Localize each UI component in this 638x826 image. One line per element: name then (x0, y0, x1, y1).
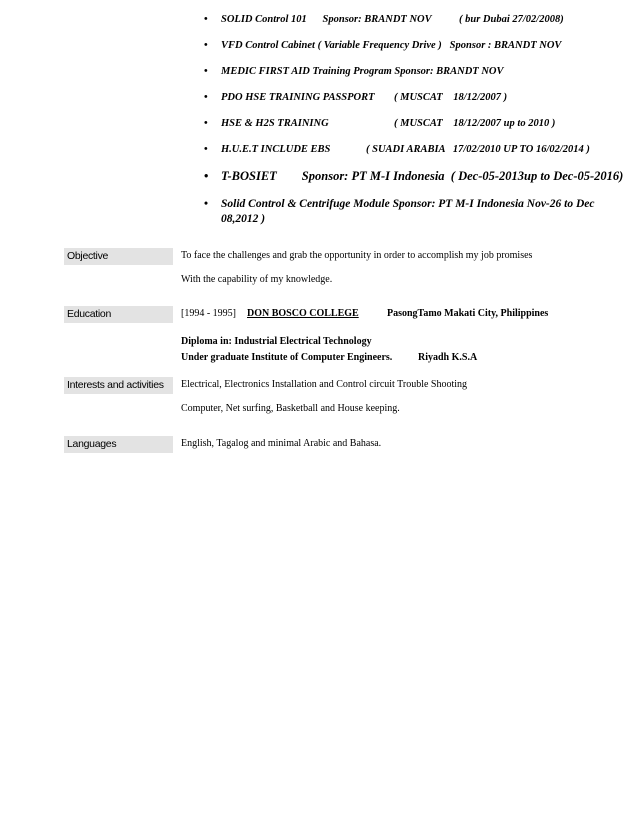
training-item-text: VFD Control Cabinet ( Variable Frequency Drive ) Sponsor : BRANDT NOV (221, 40, 562, 51)
training-item-text: SOLID Control 101 Sponsor: BRANDT NOV (221, 14, 432, 25)
education-undergrad-line (181, 352, 478, 363)
training-item-date: ( bur Dubai 27/02/2008) (459, 14, 564, 25)
section-label-interests: Interests and activities (64, 377, 173, 394)
education-line (181, 308, 549, 319)
interests-line: Computer, Net surfing, Basketball and House keeping. (181, 403, 400, 414)
education-undergrad: Under graduate Institute of Computer Engineers. (181, 352, 393, 363)
education-location: PasongTamo Makati City, Philippines (387, 308, 549, 319)
training-item-date: ( SUADI ARABIA 17/02/2010 UP TO 16/02/2014 ) (366, 144, 590, 155)
training-item (204, 169, 623, 184)
training-item-date: ( MUSCAT 18/12/2007 ) (394, 92, 508, 103)
objective-line: To face the challenges and grab the opportunity in order to accomplish my job promises (181, 250, 533, 261)
education-diploma: Diploma in: Industrial Electrical Technology (181, 336, 372, 347)
objective-line: With the capability of my knowledge. (181, 274, 333, 285)
section-label-objective: Objective (64, 248, 173, 265)
section-label-languages: Languages (64, 436, 173, 453)
training-item (204, 118, 556, 129)
languages-line: English, Tagalog and minimal Arabic and Bahasa. (181, 438, 382, 449)
section-label-education: Education (64, 306, 173, 323)
training-item (204, 197, 599, 227)
education-undergrad-location: Riyadh K.S.A (418, 352, 478, 363)
education-school: DON BOSCO COLLEGE (247, 308, 359, 319)
training-item (204, 144, 590, 155)
training-item-text: Solid Control & Centrifuge Module Sponsor: PT M-I Indonesia Nov-26 to Dec 08,2012 ) (221, 198, 595, 225)
training-item (204, 92, 508, 103)
training-item-date: ( MUSCAT 18/12/2007 up to 2010 ) (394, 118, 556, 129)
education-years: [1994 - 1995] (181, 308, 236, 319)
interests-line: Electrical, Electronics Installation and Control circuit Trouble Shooting (181, 379, 468, 390)
training-item-text: H.U.E.T INCLUDE EBS (221, 144, 331, 155)
training-item-text: T-BOSIET Sponsor: PT M-I Indonesia ( Dec-05-2013up to Dec-05-2016) (221, 169, 624, 183)
training-item-text: HSE & H2S TRAINING (221, 118, 329, 129)
training-item-text: PDO HSE TRAINING PASSPORT (221, 92, 375, 103)
training-item (204, 66, 504, 77)
training-item-text: MEDIC FIRST AID Training Program Sponsor: BRANDT NOV (221, 66, 504, 77)
training-item (204, 40, 561, 51)
training-item (204, 14, 564, 25)
